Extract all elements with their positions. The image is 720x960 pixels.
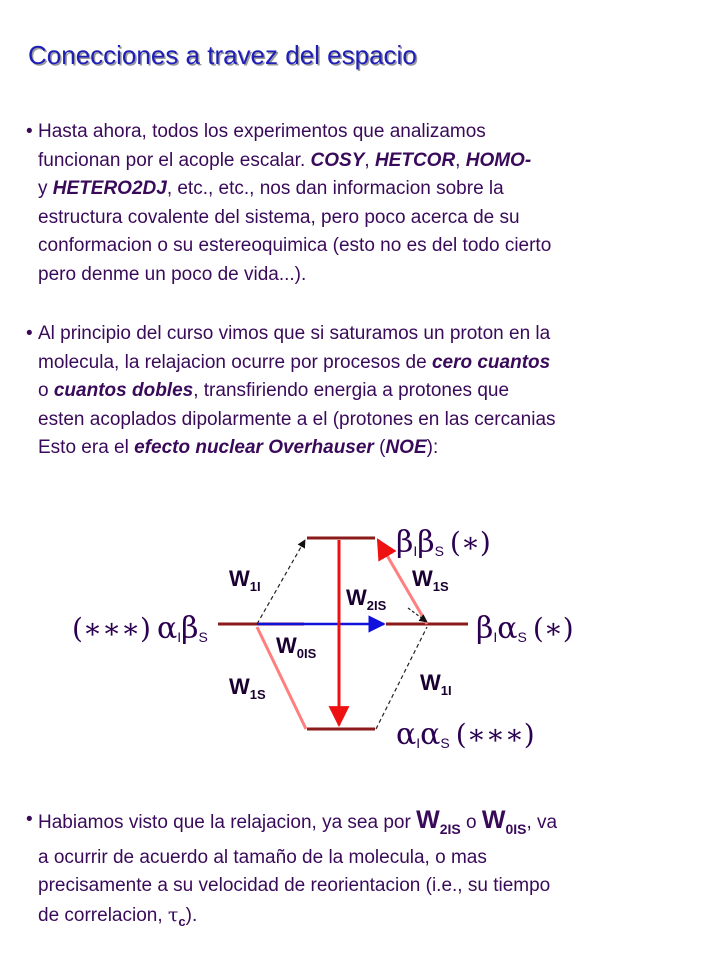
text-line: conformacion o su estereoquimica (esto no es del todo cierto [38,235,552,256]
state-left-label: (∗∗∗) αIβS [72,611,208,646]
paragraph-noe [26,320,706,463]
term-hetcor: HETCOR [374,149,456,171]
term-cero-cuantos: cero cuantos [431,351,551,373]
text-line: de correlacion, $\tau_c$). [38,903,198,929]
text-line: Hasta ahora, todos los experimentos que analizamos [38,121,486,142]
text-line: Al principio del curso vimos que si saturamos un proton en la [38,323,551,344]
paragraph-correlation-time [26,806,706,936]
label-w2is: $W_{2IS}$ [346,585,387,613]
bullet-dot: • [26,323,33,344]
rate-w0is: $W_{0IS}$ [481,806,527,837]
term-noe: NOE [385,437,427,458]
transition-w1i-upper-arrow [257,540,305,624]
bullet-dot: • [26,809,33,830]
state-bottom-label: αIαS (∗∗∗) [396,717,535,752]
text-line: Habiamos visto que la relajacion, ya sea por $W_{2IS}$ o $W_{0IS}$, va [38,806,558,837]
energy-level-diagram [0,500,720,760]
text-line: a ocurrir de acuerdo al tamaño de la molecula, o mas [38,846,487,868]
tau-c-symbol: $\tau_c$ [167,903,186,929]
state-right-label: βIαS (∗) [476,611,574,646]
label-w0is: $W_{0IS}$ [276,633,317,661]
text-line: estructura covalente del sistema, pero poco acerca de su [38,206,520,228]
text-line: esten acoplados dipolarmente a el (protones en las cercanias [38,408,556,430]
text-line: funcionan por el acople escalar. COSY, HETCOR, HOMO- [38,149,532,171]
label-w1i-bottom: $W_{1I}$ [420,670,452,698]
text-line: o cuantos dobles, transfiriendo energia a protones que [38,380,510,401]
text-line: pero denme un poco de vida...). [38,263,307,285]
term-hetero2dj: HETERO2DJ [52,178,167,199]
text-line: molecula, la relajacion ocurre por procesos de cero cuantos [38,351,551,373]
text-line: precisamente a su velocidad de reorientacion (i.e., su tiempo [38,875,551,896]
page-title: Conecciones a travez del espacio [28,40,417,70]
term-cuantos-dobles: cuantos dobles [53,380,194,401]
state-top-label: βIβS (∗) [396,525,491,560]
term-homo: HOMO- [465,149,532,171]
label-w1s-top: $W_{1S}$ [412,566,449,594]
text-line: y HETERO2DJ, etc., etc., nos dan informacion sobre la [38,178,504,199]
label-w1i-top: $W_{1I}$ [229,566,261,594]
label-w1s-bottom: $W_{1S}$ [229,674,266,702]
term-cosy: COSY [310,149,365,171]
bullet-dot: • [26,121,33,142]
text-line: Esto era el efecto nuclear Overhauser (NOE): [38,437,439,458]
term-efecto-noe: efecto nuclear Overhauser [134,437,374,458]
paragraph-scalar-coupling [26,118,706,289]
rate-w2is: $W_{2IS}$ [416,806,461,837]
